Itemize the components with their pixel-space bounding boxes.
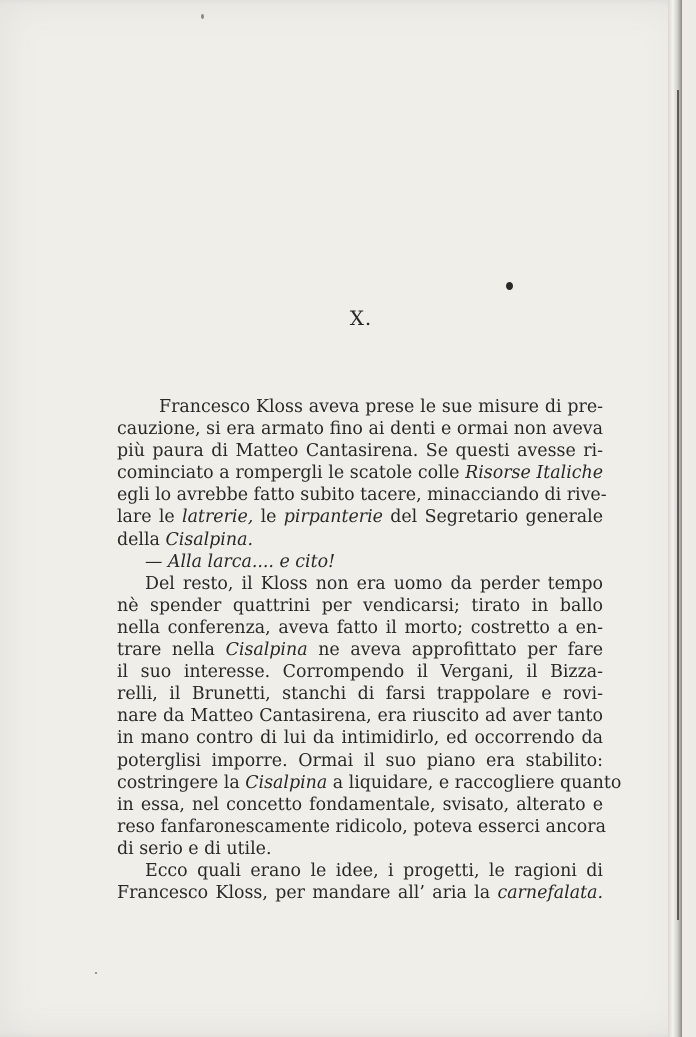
text-segment: trare nella — [117, 640, 226, 661]
text-segment: in essa, nel concetto fondamentale, svisato, alterato e — [117, 794, 603, 815]
text-line — [117, 860, 603, 882]
text-line — [117, 617, 603, 639]
text-line — [117, 462, 603, 484]
binding-shadow-line — [677, 90, 679, 920]
text-line — [117, 595, 603, 617]
text-line — [117, 750, 603, 772]
text-segment: costringere la — [117, 772, 246, 793]
text-segment: di serio e di utile. — [117, 838, 272, 859]
text-line — [117, 816, 606, 838]
text-segment: del Segretario generale — [382, 507, 603, 528]
text-segment: Ecco quali erano le idee, i progetti, le ragioni di — [145, 860, 603, 881]
text-segment: nare da Matteo Cantasirena, era riuscito ad aver tanto — [117, 706, 603, 727]
body-text — [117, 396, 622, 904]
text-line — [117, 639, 603, 661]
text-line — [117, 838, 603, 860]
text-line — [117, 506, 603, 528]
ink-speck — [506, 282, 513, 290]
text-line — [117, 484, 607, 506]
text-segment: della — [117, 529, 166, 550]
text-segment: Del resto, il Kloss non era uomo da perder tempo — [145, 573, 603, 594]
text-line — [117, 551, 603, 573]
text-segment: il suo interesse. Corrompendo il Vergani, il Bizza- — [117, 662, 603, 683]
text-segment: nella conferenza, aveva fatto il morto; costretto a en- — [117, 617, 603, 638]
text-line — [117, 882, 603, 904]
text-segment: relli, il Brunetti, stanchi di farsi trappolare e rovi- — [117, 684, 603, 705]
text-line — [117, 705, 603, 727]
text-segment: nè spender quattrini per vendicarsi; tirato in ballo — [117, 595, 603, 616]
text-segment: lare le — [117, 507, 183, 528]
text-segment: le — [253, 507, 284, 528]
text-line — [117, 683, 603, 705]
text-line — [117, 794, 603, 816]
text-segment: in mano contro di lui da intimidirlo, ed occorrendo da — [117, 728, 603, 749]
text-segment: ne aveva approfittato per fare — [307, 640, 603, 661]
text-line — [117, 772, 622, 794]
italic-text: Risorse Italiche — [465, 463, 604, 484]
text-segment: reso fanfaronescamente ridicolo, poteva esserci ancora — [117, 816, 606, 837]
text-line — [117, 573, 603, 595]
italic-text: latrerie, — [182, 507, 254, 528]
italic-text: carnefalata. — [497, 883, 603, 904]
text-line — [117, 529, 603, 551]
text-segment: Francesco Kloss, per mandare all’ aria la — [117, 883, 498, 904]
text-segment: Francesco Kloss aveva prese le sue misure di pre- — [159, 397, 603, 417]
text-segment: cauzione, si era armato fino ai denti e ormai non aveva — [117, 419, 603, 440]
text-segment: più paura di Matteo Cantasirena. Se questi avesse ri- — [117, 441, 603, 462]
text-segment: poterglisi imporre. Ormai il suo piano era stabilito: — [117, 750, 603, 771]
chapter-heading: X. — [349, 306, 373, 330]
ink-speck — [201, 14, 204, 19]
italic-text: Cisalpina. — [165, 529, 253, 550]
text-line — [117, 440, 603, 462]
italic-text: Alla larca.... e cito! — [167, 551, 336, 572]
text-line — [117, 727, 603, 749]
ink-speck — [95, 972, 97, 974]
page-edge — [668, 0, 682, 1037]
text-line — [117, 396, 603, 418]
text-segment: — — [145, 551, 168, 572]
text-line — [117, 418, 603, 440]
italic-text: Cisalpina — [245, 772, 328, 793]
text-segment: a liquidare, e raccogliere quanto — [327, 772, 622, 793]
text-segment: cominciato a rompergli le scatole colle — [117, 463, 466, 484]
italic-text: Cisalpina — [225, 640, 308, 661]
italic-text: pirpanterie — [283, 507, 383, 528]
text-segment: egli lo avrebbe fatto subito tacere, minacciando di rive- — [117, 485, 607, 506]
text-line — [117, 661, 603, 683]
